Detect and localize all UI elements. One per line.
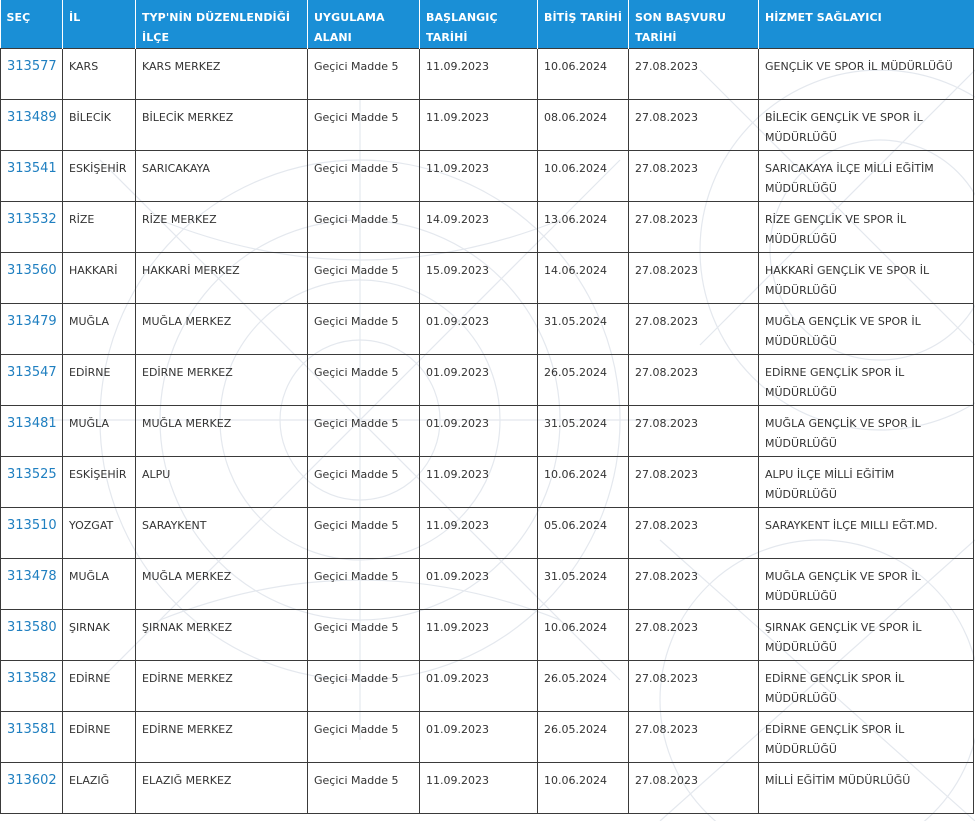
cell-bitis-tarihi: 10.06.2024: [538, 151, 629, 202]
cell-il: ŞIRNAK: [63, 610, 136, 661]
cell-uygulama-alani: Geçici Madde 5: [308, 202, 420, 253]
sec-link[interactable]: 313547: [7, 365, 57, 380]
cell-ilce: BİLECİK MERKEZ: [136, 100, 308, 151]
cell-son-basvuru-tarihi: 27.08.2023: [629, 355, 759, 406]
cell-son-basvuru-tarihi: 27.08.2023: [629, 763, 759, 814]
cell-ilce: KARS MERKEZ: [136, 49, 308, 100]
cell-uygulama-alani: Geçici Madde 5: [308, 406, 420, 457]
table-row[interactable]: [1, 508, 974, 559]
cell-baslangic-tarihi: 15.09.2023: [420, 253, 538, 304]
cell-uygulama-alani: Geçici Madde 5: [308, 355, 420, 406]
header-il[interactable]: İL: [63, 0, 136, 49]
cell-il: MUĞLA: [63, 304, 136, 355]
table-row[interactable]: [1, 712, 974, 763]
sec-link[interactable]: 313560: [7, 263, 57, 278]
cell-il: EDİRNE: [63, 712, 136, 763]
cell-uygulama-alani: Geçici Madde 5: [308, 661, 420, 712]
cell-ilce: ŞIRNAK MERKEZ: [136, 610, 308, 661]
cell-il: ELAZIĞ: [63, 763, 136, 814]
cell-bitis-tarihi: 05.06.2024: [538, 508, 629, 559]
sec-link[interactable]: 313525: [7, 467, 57, 482]
sec-link[interactable]: 313541: [7, 161, 57, 176]
cell-baslangic-tarihi: 11.09.2023: [420, 508, 538, 559]
cell-hizmet-saglayici: MUĞLA GENÇLİK VE SPOR İL MÜDÜRLÜĞÜ: [759, 406, 974, 457]
cell-bitis-tarihi: 13.06.2024: [538, 202, 629, 253]
cell-il: KARS: [63, 49, 136, 100]
sec-link[interactable]: 313602: [7, 773, 57, 788]
cell-uygulama-alani: Geçici Madde 5: [308, 457, 420, 508]
cell-sec: [1, 763, 63, 814]
cell-hizmet-saglayici: BİLECİK GENÇLİK VE SPOR İL MÜDÜRLÜĞÜ: [759, 100, 974, 151]
cell-son-basvuru-tarihi: 27.08.2023: [629, 49, 759, 100]
cell-ilce: ALPU: [136, 457, 308, 508]
cell-baslangic-tarihi: 01.09.2023: [420, 712, 538, 763]
table-row[interactable]: [1, 559, 974, 610]
header-son-basvuru-tarihi[interactable]: SON BAŞVURU TARİHİ: [629, 0, 759, 49]
table-row[interactable]: [1, 49, 974, 100]
cell-baslangic-tarihi: 11.09.2023: [420, 100, 538, 151]
cell-il: ESKİŞEHİR: [63, 457, 136, 508]
cell-sec: [1, 559, 63, 610]
cell-son-basvuru-tarihi: 27.08.2023: [629, 712, 759, 763]
cell-ilce: EDİRNE MERKEZ: [136, 661, 308, 712]
cell-uygulama-alani: Geçici Madde 5: [308, 712, 420, 763]
cell-bitis-tarihi: 14.06.2024: [538, 253, 629, 304]
cell-bitis-tarihi: 26.05.2024: [538, 712, 629, 763]
cell-uygulama-alani: Geçici Madde 5: [308, 763, 420, 814]
sec-link[interactable]: 313489: [7, 110, 57, 125]
cell-hizmet-saglayici: MİLLİ EĞİTİM MÜDÜRLÜĞÜ: [759, 763, 974, 814]
cell-baslangic-tarihi: 01.09.2023: [420, 355, 538, 406]
cell-baslangic-tarihi: 01.09.2023: [420, 304, 538, 355]
cell-baslangic-tarihi: 01.09.2023: [420, 406, 538, 457]
cell-baslangic-tarihi: 11.09.2023: [420, 610, 538, 661]
table-row[interactable]: [1, 151, 974, 202]
cell-sec: [1, 49, 63, 100]
cell-hizmet-saglayici: SARICAKAYA İLÇE MİLLİ EĞİTİM MÜDÜRLÜĞÜ: [759, 151, 974, 202]
sec-link[interactable]: 313581: [7, 722, 57, 737]
cell-ilce: HAKKARİ MERKEZ: [136, 253, 308, 304]
cell-sec: [1, 355, 63, 406]
table-row[interactable]: [1, 457, 974, 508]
header-uygulama-alani[interactable]: UYGULAMA ALANI: [308, 0, 420, 49]
sec-link[interactable]: 313481: [7, 416, 57, 431]
cell-ilce: MUĞLA MERKEZ: [136, 304, 308, 355]
cell-sec: [1, 661, 63, 712]
header-sec[interactable]: SEÇ: [1, 0, 63, 49]
cell-il: RİZE: [63, 202, 136, 253]
cell-uygulama-alani: Geçici Madde 5: [308, 100, 420, 151]
cell-il: BİLECİK: [63, 100, 136, 151]
cell-bitis-tarihi: 10.06.2024: [538, 610, 629, 661]
cell-baslangic-tarihi: 14.09.2023: [420, 202, 538, 253]
table-row[interactable]: [1, 355, 974, 406]
cell-uygulama-alani: Geçici Madde 5: [308, 253, 420, 304]
cell-baslangic-tarihi: 11.09.2023: [420, 151, 538, 202]
table-row[interactable]: [1, 100, 974, 151]
cell-hizmet-saglayici: SARAYKENT İLÇE MILLI EĞT.MD.: [759, 508, 974, 559]
cell-sec: [1, 253, 63, 304]
cell-ilce: MUĞLA MERKEZ: [136, 559, 308, 610]
cell-bitis-tarihi: 10.06.2024: [538, 763, 629, 814]
cell-ilce: MUĞLA MERKEZ: [136, 406, 308, 457]
cell-hizmet-saglayici: GENÇLİK VE SPOR İL MÜDÜRLÜĞÜ: [759, 49, 974, 100]
cell-son-basvuru-tarihi: 27.08.2023: [629, 202, 759, 253]
cell-hizmet-saglayici: EDİRNE GENÇLİK SPOR İL MÜDÜRLÜĞÜ: [759, 355, 974, 406]
sec-link[interactable]: 313582: [7, 671, 57, 686]
cell-uygulama-alani: Geçici Madde 5: [308, 559, 420, 610]
cell-hizmet-saglayici: MUĞLA GENÇLİK VE SPOR İL MÜDÜRLÜĞÜ: [759, 304, 974, 355]
cell-hizmet-saglayici: MUĞLA GENÇLİK VE SPOR İL MÜDÜRLÜĞÜ: [759, 559, 974, 610]
cell-ilce: SARICAKAYA: [136, 151, 308, 202]
cell-uygulama-alani: Geçici Madde 5: [308, 610, 420, 661]
cell-bitis-tarihi: 31.05.2024: [538, 304, 629, 355]
cell-sec: [1, 712, 63, 763]
cell-ilce: SARAYKENT: [136, 508, 308, 559]
cell-baslangic-tarihi: 11.09.2023: [420, 457, 538, 508]
cell-bitis-tarihi: 08.06.2024: [538, 100, 629, 151]
table-row[interactable]: [1, 610, 974, 661]
cell-son-basvuru-tarihi: 27.08.2023: [629, 304, 759, 355]
cell-hizmet-saglayici: HAKKARİ GENÇLİK VE SPOR İL MÜDÜRLÜĞÜ: [759, 253, 974, 304]
sec-link[interactable]: 313478: [7, 569, 57, 584]
cell-baslangic-tarihi: 11.09.2023: [420, 49, 538, 100]
cell-sec: [1, 202, 63, 253]
cell-bitis-tarihi: 26.05.2024: [538, 355, 629, 406]
table-row[interactable]: [1, 202, 974, 253]
cell-son-basvuru-tarihi: 27.08.2023: [629, 151, 759, 202]
cell-il: ESKİŞEHİR: [63, 151, 136, 202]
cell-uygulama-alani: Geçici Madde 5: [308, 508, 420, 559]
cell-bitis-tarihi: 31.05.2024: [538, 406, 629, 457]
cell-son-basvuru-tarihi: 27.08.2023: [629, 100, 759, 151]
cell-sec: [1, 304, 63, 355]
cell-il: HAKKARİ: [63, 253, 136, 304]
cell-il: YOZGAT: [63, 508, 136, 559]
table-row[interactable]: [1, 304, 974, 355]
header-ilce[interactable]: TYP'NİN DÜZENLENDİĞİ İLÇE: [136, 0, 308, 49]
cell-bitis-tarihi: 31.05.2024: [538, 559, 629, 610]
cell-ilce: RİZE MERKEZ: [136, 202, 308, 253]
sec-link[interactable]: 313479: [7, 314, 57, 329]
cell-son-basvuru-tarihi: 27.08.2023: [629, 661, 759, 712]
cell-ilce: EDİRNE MERKEZ: [136, 355, 308, 406]
cell-uygulama-alani: Geçici Madde 5: [308, 304, 420, 355]
cell-hizmet-saglayici: ŞIRNAK GENÇLİK VE SPOR İL MÜDÜRLÜĞÜ: [759, 610, 974, 661]
cell-il: EDİRNE: [63, 355, 136, 406]
cell-baslangic-tarihi: 01.09.2023: [420, 559, 538, 610]
header-bitis-tarihi[interactable]: BİTİŞ TARİHİ: [538, 0, 629, 49]
cell-baslangic-tarihi: 11.09.2023: [420, 763, 538, 814]
sec-link[interactable]: 313580: [7, 620, 57, 635]
cell-il: MUĞLA: [63, 406, 136, 457]
table-row[interactable]: [1, 406, 974, 457]
header-hizmet-saglayici[interactable]: HİZMET SAĞLAYICI: [759, 0, 974, 49]
sec-link[interactable]: 313532: [7, 212, 57, 227]
table-row[interactable]: [1, 253, 974, 304]
header-baslangic-tarihi[interactable]: BAŞLANGIÇ TARİHİ: [420, 0, 538, 49]
cell-sec: [1, 151, 63, 202]
cell-bitis-tarihi: 10.06.2024: [538, 49, 629, 100]
cell-il: MUĞLA: [63, 559, 136, 610]
cell-ilce: ELAZIĞ MERKEZ: [136, 763, 308, 814]
cell-hizmet-saglayici: RİZE GENÇLİK VE SPOR İL MÜDÜRLÜĞÜ: [759, 202, 974, 253]
sec-link[interactable]: 313577: [7, 59, 57, 74]
table-row[interactable]: [1, 661, 974, 712]
cell-uygulama-alani: Geçici Madde 5: [308, 151, 420, 202]
cell-sec: [1, 610, 63, 661]
cell-sec: [1, 457, 63, 508]
cell-bitis-tarihi: 10.06.2024: [538, 457, 629, 508]
sec-link[interactable]: 313510: [7, 518, 57, 533]
cell-hizmet-saglayici: EDİRNE GENÇLİK SPOR İL MÜDÜRLÜĞÜ: [759, 712, 974, 763]
cell-sec: [1, 100, 63, 151]
cell-hizmet-saglayici: ALPU İLÇE MİLLİ EĞİTİM MÜDÜRLÜĞÜ: [759, 457, 974, 508]
cell-son-basvuru-tarihi: 27.08.2023: [629, 406, 759, 457]
cell-il: EDİRNE: [63, 661, 136, 712]
cell-ilce: EDİRNE MERKEZ: [136, 712, 308, 763]
table-header-row: [1, 0, 974, 49]
cell-sec: [1, 508, 63, 559]
cell-hizmet-saglayici: EDİRNE GENÇLİK SPOR İL MÜDÜRLÜĞÜ: [759, 661, 974, 712]
cell-sec: [1, 406, 63, 457]
cell-baslangic-tarihi: 01.09.2023: [420, 661, 538, 712]
cell-son-basvuru-tarihi: 27.08.2023: [629, 559, 759, 610]
cell-son-basvuru-tarihi: 27.08.2023: [629, 610, 759, 661]
table-row[interactable]: [1, 763, 974, 814]
cell-bitis-tarihi: 26.05.2024: [538, 661, 629, 712]
cell-son-basvuru-tarihi: 27.08.2023: [629, 508, 759, 559]
cell-uygulama-alani: Geçici Madde 5: [308, 49, 420, 100]
cell-son-basvuru-tarihi: 27.08.2023: [629, 457, 759, 508]
cell-son-basvuru-tarihi: 27.08.2023: [629, 253, 759, 304]
